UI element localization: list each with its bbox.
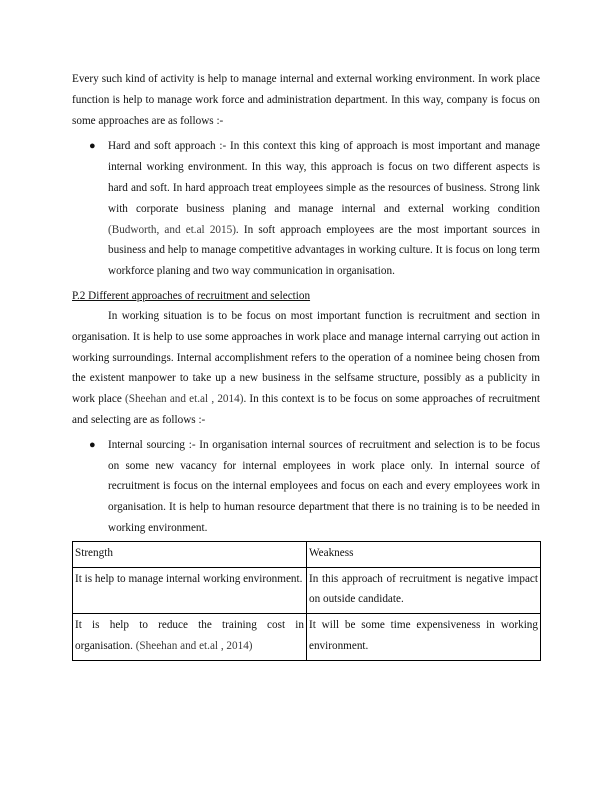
weakness-cell: It will be some time expensiveness in working environment. bbox=[307, 614, 541, 661]
weakness-cell: In this approach of recruitment is negative impact on outside candidate. bbox=[307, 567, 541, 614]
bullet-icon: ● bbox=[89, 438, 96, 451]
intro-paragraph: Every such kind of activity is help to manage internal and external working environment. In work place function is help to manage work force and administration department. In this way, company is focus on some approaches are as follows :- bbox=[72, 73, 540, 127]
citation: (Budworth, and et.al 2015) bbox=[108, 223, 236, 236]
cell-text: It is help to reduce the training cost in organisation. bbox=[75, 619, 304, 652]
bullet-icon: ● bbox=[89, 140, 96, 153]
approaches-list bbox=[72, 136, 540, 282]
bullet-text: . In soft approach employees are the most important sources in business and help to manage competitive advantages in working culture. It is focus on long term workforce planing and two way communication in organisation. bbox=[108, 223, 540, 278]
recruitment-paragraph bbox=[72, 306, 540, 431]
paragraph-text: . In this context is to be focus on some approaches of recruitment and selecting are as follows :- bbox=[72, 393, 541, 426]
list-item-internal-sourcing bbox=[72, 435, 540, 539]
header-strength: Strength bbox=[73, 541, 307, 567]
citation: (Sheehan and et.al , 2014) bbox=[135, 639, 253, 652]
paragraph-text: In working situation is to be focus on most important function is recruitment and section in organisation. It is help to use some approaches in work place and manage internal carrying out action in working surroundings. Internal accomplishment refers to the operation of a nominee being chosen from the existent manpower to take up a new business in the selfsame structure, possibly as a publicity in work place bbox=[72, 309, 540, 406]
strength-weakness-table bbox=[72, 541, 541, 661]
table-row bbox=[73, 614, 541, 661]
strength-cell bbox=[73, 614, 307, 661]
header-weakness: Weakness bbox=[307, 541, 541, 567]
bullet-text: Hard and soft approach :- In this context this king of approach is most important and manage internal working environment. In this way, this approach is focus on two different aspects is hard and soft. In hard approach treat employees simple as the resources of business. Strong link with corporate business planing and manage internal and external working condition bbox=[108, 140, 540, 215]
bullet-text: Internal sourcing :- In organisation internal sources of recruitment and selection is to be focus on some new vacancy for internal employees in work place only. In internal source of recruitment is focus on the internal employees and focus on each and every employees work in organisation. It is help to human resource department that there is no training is to be needed in working environment. bbox=[108, 438, 540, 534]
strength-cell: It is help to manage internal working environment. bbox=[73, 567, 307, 614]
citation: (Sheehan and et.al , 2014) bbox=[125, 393, 244, 406]
document-body bbox=[72, 69, 540, 661]
table-row bbox=[73, 567, 541, 614]
list-item-hard-soft-approach bbox=[72, 136, 540, 282]
section-heading: P.2 Different approaches of recruitment and selection bbox=[72, 289, 311, 302]
sourcing-list bbox=[72, 435, 540, 539]
table-header-row bbox=[73, 541, 541, 567]
